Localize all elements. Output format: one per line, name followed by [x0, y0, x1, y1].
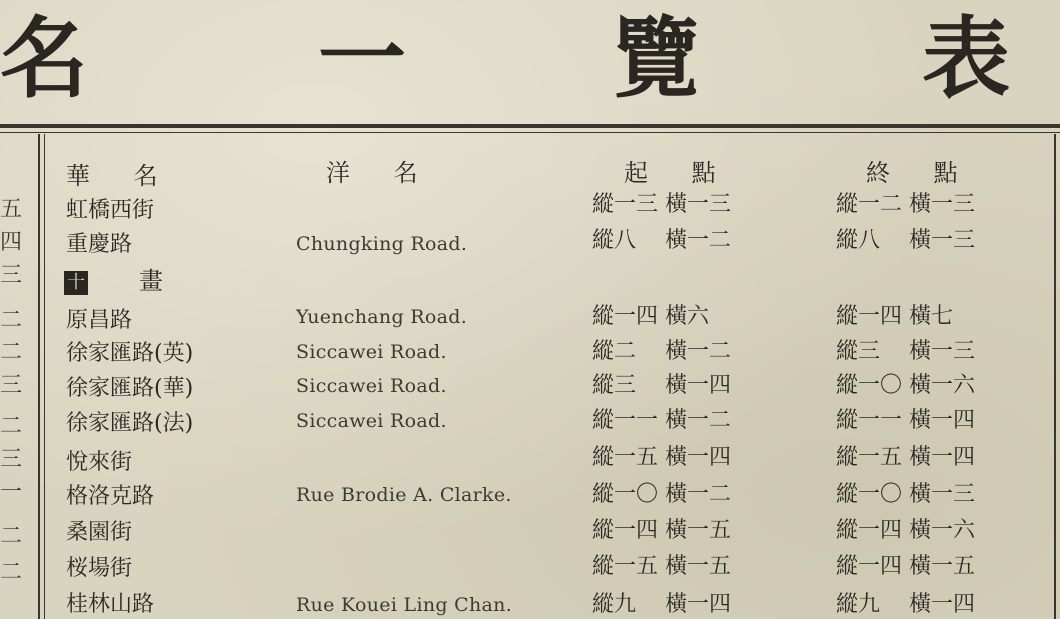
left-fragment: 二	[0, 524, 23, 549]
stroke-count-mark: 十	[64, 271, 88, 295]
row-end-point: 縱一〇 橫一六	[836, 373, 975, 398]
left-fragment: 三	[0, 447, 23, 472]
row-western-name: Siccawei Road.	[296, 341, 447, 363]
row-chinese-name: 徐家匯路(英)	[66, 341, 194, 366]
left-fragment: 二	[0, 308, 23, 333]
title-char-4: 表	[922, 6, 1011, 110]
header-chinese-name: 華 名	[66, 162, 176, 190]
left-fragment: 四	[0, 230, 23, 255]
row-chinese-name: 徐家匯路(華)	[66, 376, 194, 401]
row-chinese-name: 悅來街	[66, 450, 133, 475]
row-chinese-name: 原昌路	[66, 308, 133, 333]
row-end-point: 縱一四 橫七	[836, 304, 953, 329]
row-start-point: 縱一五 橫一四	[592, 445, 731, 470]
left-fragment: 三	[0, 263, 23, 288]
top-rule-thin	[0, 132, 1060, 133]
left-fragment: 二	[0, 560, 23, 585]
row-start-point: 縱八 橫一二	[592, 228, 731, 253]
header-start-point: 起 點	[624, 159, 734, 187]
stroke-count-section	[64, 268, 163, 296]
row-end-point: 縱三 橫一三	[836, 339, 975, 364]
left-fragment: 三	[0, 373, 23, 398]
row-start-point: 縱二 橫一二	[592, 339, 731, 364]
row-end-point: 縱一五 橫一四	[836, 445, 975, 470]
row-end-point: 縱一一 橫一四	[836, 408, 975, 433]
row-start-point: 縱一〇 橫一二	[592, 482, 731, 507]
row-chinese-name: 徐家匯路(法)	[66, 411, 194, 436]
row-chinese-name: 桑園街	[66, 520, 133, 545]
row-start-point: 縱一五 橫一五	[592, 554, 731, 579]
row-end-point: 縱九 橫一四	[836, 592, 975, 617]
title-char-3: 覽	[612, 6, 701, 110]
header-western-name: 洋 名	[326, 159, 436, 187]
left-fragment: 二	[0, 340, 23, 365]
column-divider-right	[1054, 134, 1056, 619]
title-char-2: 一	[318, 6, 407, 110]
row-western-name: Siccawei Road.	[296, 375, 447, 397]
row-western-name: Rue Brodie A. Clarke.	[296, 484, 512, 506]
header-end-point: 終 點	[866, 159, 976, 187]
row-start-point: 縱一一 橫一二	[592, 408, 731, 433]
row-start-point: 縱九 橫一四	[592, 592, 731, 617]
stroke-count-label: 畫	[139, 267, 163, 295]
row-start-point: 縱一四 橫六	[592, 304, 709, 329]
row-start-point: 縱三 橫一四	[592, 373, 731, 398]
column-divider-left-inner	[44, 134, 45, 619]
left-fragment: 五	[0, 197, 23, 222]
row-end-point: 縱八 橫一三	[836, 228, 975, 253]
top-rule-thick	[0, 124, 1060, 128]
row-chinese-name: 格洛克路	[66, 484, 155, 509]
left-fragment: 二	[0, 414, 23, 439]
row-end-point: 縱一〇 橫一三	[836, 482, 975, 507]
row-start-point: 縱一三 橫一三	[592, 192, 731, 217]
row-chinese-name: 虹橋西街	[66, 198, 155, 223]
title-char-1: 名	[0, 6, 89, 110]
row-western-name: Siccawei Road.	[296, 410, 447, 432]
row-western-name: Yuenchang Road.	[296, 306, 468, 328]
row-chinese-name: 桂林山路	[66, 592, 155, 617]
column-divider-left	[38, 134, 40, 619]
row-end-point: 縱一四 橫一六	[836, 518, 975, 543]
row-end-point: 縱一二 橫一三	[836, 192, 975, 217]
row-chinese-name: 重慶路	[66, 232, 133, 257]
row-start-point: 縱一四 橫一五	[592, 518, 731, 543]
row-chinese-name: 桜場街	[66, 556, 133, 581]
row-western-name: Rue Kouei Ling Chan.	[296, 594, 513, 616]
row-western-name: Chungking Road.	[296, 233, 468, 255]
left-fragment: 一	[0, 480, 23, 505]
row-end-point: 縱一四 橫一五	[836, 554, 975, 579]
